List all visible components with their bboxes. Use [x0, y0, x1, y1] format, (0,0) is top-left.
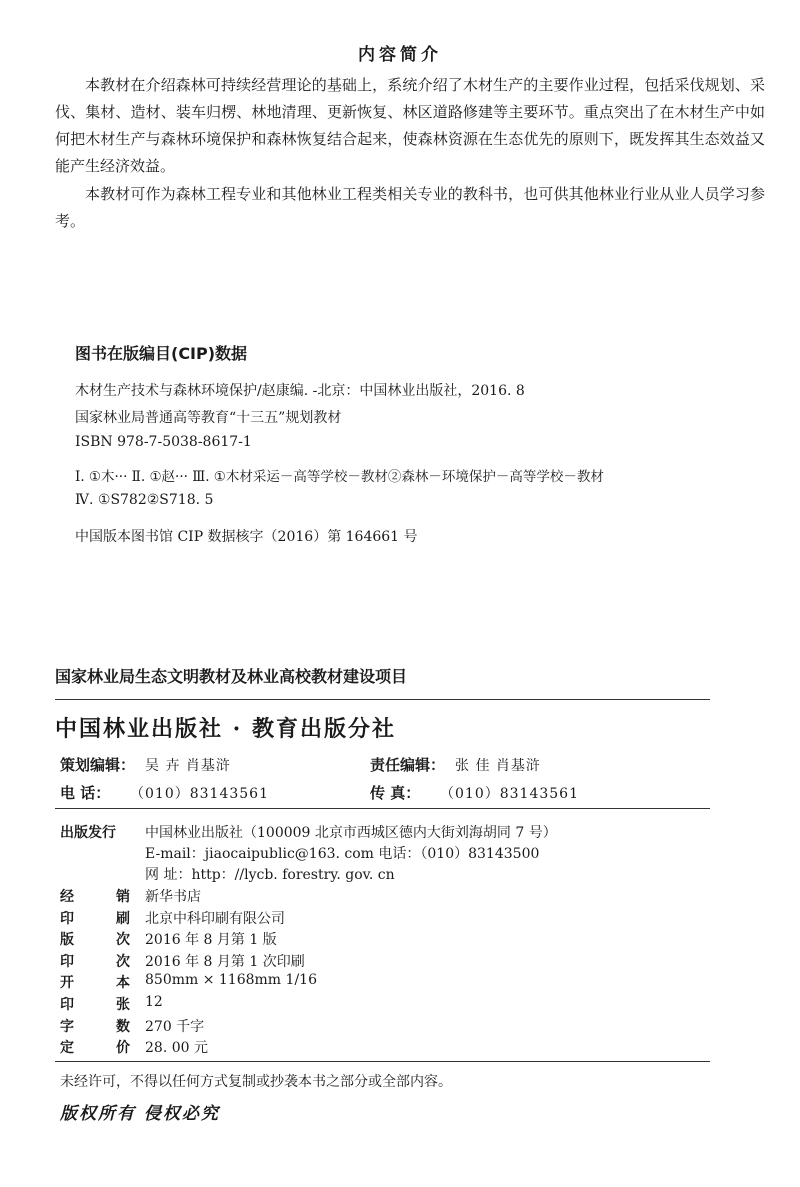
spec-value: 2016 年 8 月第 1 次印刷 — [145, 954, 305, 970]
cip-class-line-1: Ⅰ. ①木··· Ⅱ. ①赵··· Ⅲ. ①木材采运－高等学校－教材②森林－环境保护－高等学校－教材 — [75, 469, 604, 485]
copy-notice: 未经许可，不得以任何方式复制或抄袭本书之部分或全部内容。 — [60, 1074, 452, 1090]
cip-heading: 图书在版编目(CIP)数据 — [75, 344, 248, 363]
responsible-editor-value: 张 佳 肖基浒 — [455, 758, 541, 774]
spec-value: 270 千字 — [145, 1019, 205, 1035]
distribution-label: 出版发行 — [60, 825, 116, 841]
cip-class-line-2: Ⅳ. ①S782②S718. 5 — [75, 492, 214, 508]
fax-label: 传 真： — [370, 784, 421, 802]
spec-label: 印 张 — [60, 997, 130, 1013]
spec-value: 28. 00 元 — [145, 1040, 208, 1056]
spec-label: 版 次 — [60, 932, 130, 948]
spec-label: 定 价 — [60, 1040, 130, 1056]
summary-paragraph-1: 本教材在介绍森林可持续经营理论的基础上，系统介绍了木材生产的主要作业过程，包括采伐规划、采伐、集材、造材、装车归楞、林地清理、更新恢复、林区道路修建等主要环节。重点突出了在木材生产中如何把木材生产与森林环境保护和森林恢复结合起来，使森林资源在生态优先的原则下，既发挥其生态效益又能产生经济效益。 — [55, 76, 765, 175]
project-title: 国家林业局生态文明教材及林业高校教材建设项目 — [55, 667, 408, 686]
distribution-line-3: 网 址：http：//lycb. forestry. gov. cn — [145, 867, 395, 883]
spec-value: 850mm × 1168mm 1/16 — [145, 972, 317, 988]
spec-label: 印 刷 — [60, 911, 130, 927]
phone-label: 电 话： — [60, 784, 111, 802]
spec-value: 12 — [145, 994, 163, 1010]
cip-approval: 中国版本图书馆 CIP 数据核字（2016）第 164661 号 — [75, 529, 418, 545]
divider-top — [55, 699, 710, 700]
planning-editor-label: 策划编辑： — [60, 756, 136, 774]
distribution-line-2: E-mail：jiaocaipublic@163. com 电话：（010）83143500 — [145, 846, 540, 862]
summary-title: 内容简介 — [358, 45, 442, 65]
distribution-line-1: 中国林业出版社（100009 北京市西城区德内大街刘海胡同 7 号） — [145, 825, 557, 841]
spec-label: 开 本 — [60, 975, 130, 991]
cip-line-series: 国家林业局普通高等教育“十三五”规划教材 — [75, 410, 342, 426]
cip-line-isbn: ISBN 978-7-5038-8617-1 — [75, 434, 252, 450]
responsible-editor-label: 责任编辑： — [370, 756, 446, 774]
cip-line-title: 木材生产技术与森林环境保护/赵康编. -北京：中国林业出版社，2016. 8 — [75, 383, 525, 399]
fax-value: （010）83143561 — [440, 786, 579, 802]
spec-label: 经 销 — [60, 889, 130, 905]
summary-paragraph-2: 本教材可作为森林工程专业和其他林业工程类相关专业的教科书，也可供其他林业行业从业人员学习参考。 — [55, 185, 765, 230]
spec-value: 2016 年 8 月第 1 版 — [145, 932, 277, 948]
spec-label: 印 次 — [60, 954, 130, 970]
divider-bottom — [55, 1061, 710, 1062]
publisher-name: 中国林业出版社 · 教育出版分社 — [55, 716, 396, 742]
spec-value: 北京中科印刷有限公司 — [145, 911, 285, 927]
copyright-statement: 版权所有 侵权必究 — [60, 1104, 220, 1124]
spec-value: 新华书店 — [145, 889, 201, 905]
planning-editor-value: 吴 卉 肖基浒 — [145, 758, 231, 774]
spec-label: 字 数 — [60, 1019, 130, 1035]
divider-middle — [55, 808, 710, 809]
phone-value: （010）83143561 — [130, 786, 269, 802]
